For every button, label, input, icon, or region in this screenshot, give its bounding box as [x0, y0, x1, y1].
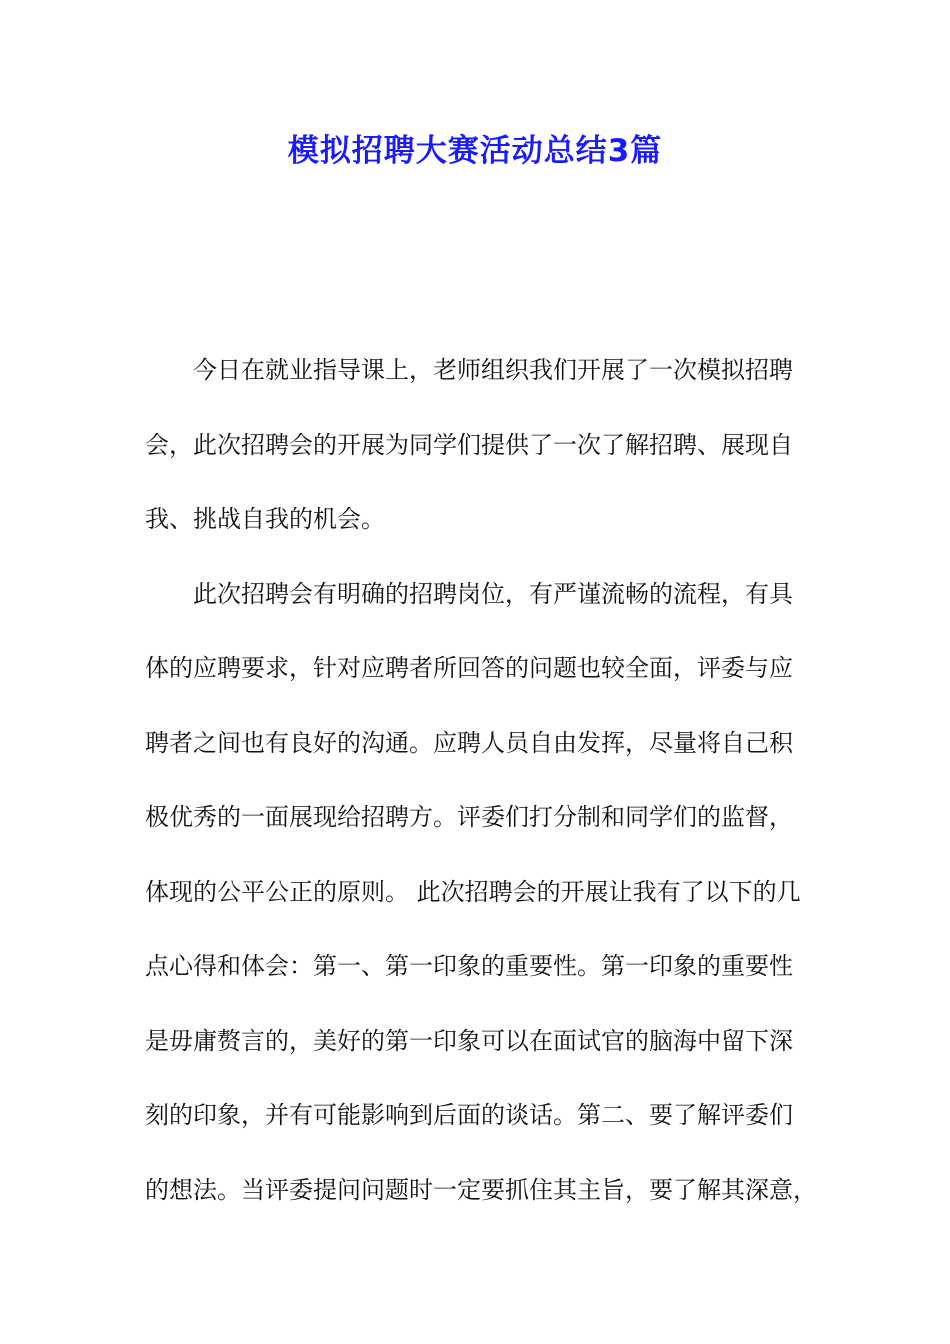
document-body [145, 333, 817, 1227]
paragraph-2-line-6: 点心得和体会：第一、第一印象的重要性。第一印象的重要性 [145, 952, 793, 980]
paragraph-2-line-1: 此次招聘会有明确的招聘岗位，有严谨流畅的流程，有具 [193, 579, 793, 608]
paragraph-2-line-4: 极优秀的一面展现给招聘方。评委们打分制和同学们的监督， [145, 803, 793, 831]
paragraph-2-line-8: 刻的印象，并有可能影响到后面的谈话。第二、要了解评委们 [145, 1101, 793, 1129]
paragraph-2-line-5: 体现的公平公正的原则。 此次招聘会的开展让我有了以下的几 [145, 877, 801, 906]
paragraph-2-line-3: 聘者之间也有良好的沟通。应聘人员自由发挥，尽量将自己积 [145, 728, 793, 757]
paragraph-2-line-7: 是毋庸赘言的，美好的第一印象可以在面试官的脑海中留下深 [145, 1026, 793, 1055]
paragraph-1-line-1: 今日在就业指导课上，老师组织我们开展了一次模拟招聘 [193, 356, 793, 384]
paragraph-1-line-2: 会，此次招聘会的开展为同学们提供了一次了解招聘、展现自 [145, 430, 793, 459]
document-title: 模拟招聘大赛活动总结3篇 [287, 133, 663, 169]
paragraph-1-line-3: 我、挑战自我的机会。 [145, 505, 385, 533]
paragraph-2-line-9: 的想法。当评委提问问题时一定要抓住其主旨，要了解其深意， [145, 1175, 817, 1204]
paragraph-2-line-2: 体的应聘要求，针对应聘者所回答的问题也较全面，评委与应 [145, 654, 793, 682]
